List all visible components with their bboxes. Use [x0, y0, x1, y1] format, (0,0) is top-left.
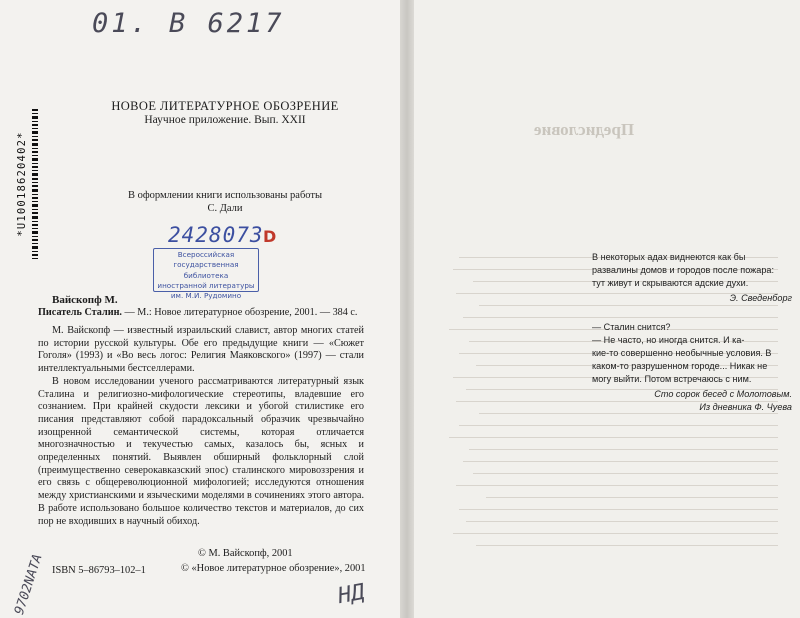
initials-handwriting: НД	[336, 579, 367, 610]
author-heading: Вайскопф М.	[52, 294, 118, 306]
epigraph-2-source-line-2: Из дневника Ф. Чуева	[699, 402, 792, 412]
bib-title: Писатель Сталин.	[38, 307, 122, 318]
epigraph-1-line-2: развалины домов и городов после пожара:	[592, 265, 774, 275]
epigraph-2	[592, 321, 792, 414]
abstract-paragraph-2: В новом исследовании ученого рассматриваются литературный язык Сталина и религиозно-мифологические стереотипы, владевшие его сознанием. При крайней скудости лексики и убогой стилистике его писания представляют собой парадоксальный образчик чрезвычайно изощренной семантической системы, которая отличается многозначностью и текучестью самых, казалось бы, ясных и определенных понятий. Выявлен обширный фольклорный слой (преимущественно северокавказский эпос) сталинского мировоззрения и его связь с общереволюционной мифологией; исследуются отношения между христианскими и языческими моделями в сочинениях этого автора. В работе использовано большое количество текстов и материалов, до сих пор не входивших в научный обиход.	[38, 375, 364, 527]
stamp-line-1: Всероссийская	[177, 250, 235, 259]
right-page	[414, 0, 800, 618]
epigraph-1	[592, 251, 792, 305]
epigraph-2-line-1: — Сталин снится?	[592, 322, 671, 332]
epigraph-2-line-2: — Не часто, но иногда снится. И ка-	[592, 335, 745, 345]
bib-details: — М.: Новое литературное обозрение, 2001. — 384 с.	[121, 307, 358, 318]
bibliographic-entry	[38, 307, 394, 318]
epigraph-2-line-4: каком-то разрушенном городе... Никак не	[592, 361, 768, 371]
copyright-publisher: © «Новое литературное обозрение», 2001	[181, 563, 366, 574]
epigraph-2-line-3: кие-то совершенно необычные условия. В	[592, 348, 772, 358]
stamp-line-3: иностранной литературы	[157, 280, 255, 290]
design-credit-line1: В оформлении книги использованы работы	[127, 190, 323, 201]
series-subtitle: Научное приложение. Вып. XXII	[144, 114, 306, 126]
margin-handwriting: 9702NATA	[12, 552, 46, 617]
design-credit-line2: С. Дали	[207, 203, 243, 214]
book-gutter	[400, 0, 414, 618]
epigraph-1-line-3: тут живут и скрываются адские духи.	[592, 278, 749, 288]
series-title: НОВОЕ ЛИТЕРАТУРНОЕ ОБОЗРЕНИЕ	[111, 99, 339, 113]
inventory-red-mark: D	[263, 227, 277, 246]
inventory-number: 2428073	[168, 223, 264, 247]
barcode-number: *U10018620402*	[16, 131, 28, 237]
epigraph-2-line-5: могу выйти. Потом встречаюсь с ним.	[592, 374, 752, 384]
barcode	[14, 105, 54, 263]
library-stamp	[153, 248, 259, 301]
stamp-line-4: им. М.И. Рудомино	[170, 291, 242, 301]
handwritten-call-number: 01. B 6217	[92, 8, 285, 39]
epigraph-1-line-1: В некоторых адах виднеются как бы	[592, 252, 746, 262]
epigraph-2-source-line-1: Сто сорок бесед с Молотовым.	[654, 389, 792, 399]
copyright-author: © М. Вайскопф, 2001	[198, 548, 293, 559]
abstract	[38, 325, 364, 528]
isbn: ISBN 5–86793–102–1	[52, 565, 146, 576]
abstract-paragraph-1: М. Вайскопф — известный израильский славист, автор многих статей по истории русской культуры. Обе его предыдущие книги — «Сюжет Гоголя» (1993) и «Во весь логос: Религия Маяковского» (1997) — стали интеллектуальными бестселлерами.	[38, 325, 364, 375]
bleed-through-heading: Предисловие	[534, 120, 635, 139]
epigraph-1-source: Э. Сведенборг	[729, 293, 792, 303]
stamp-line-2: государственная библиотека	[173, 260, 239, 280]
